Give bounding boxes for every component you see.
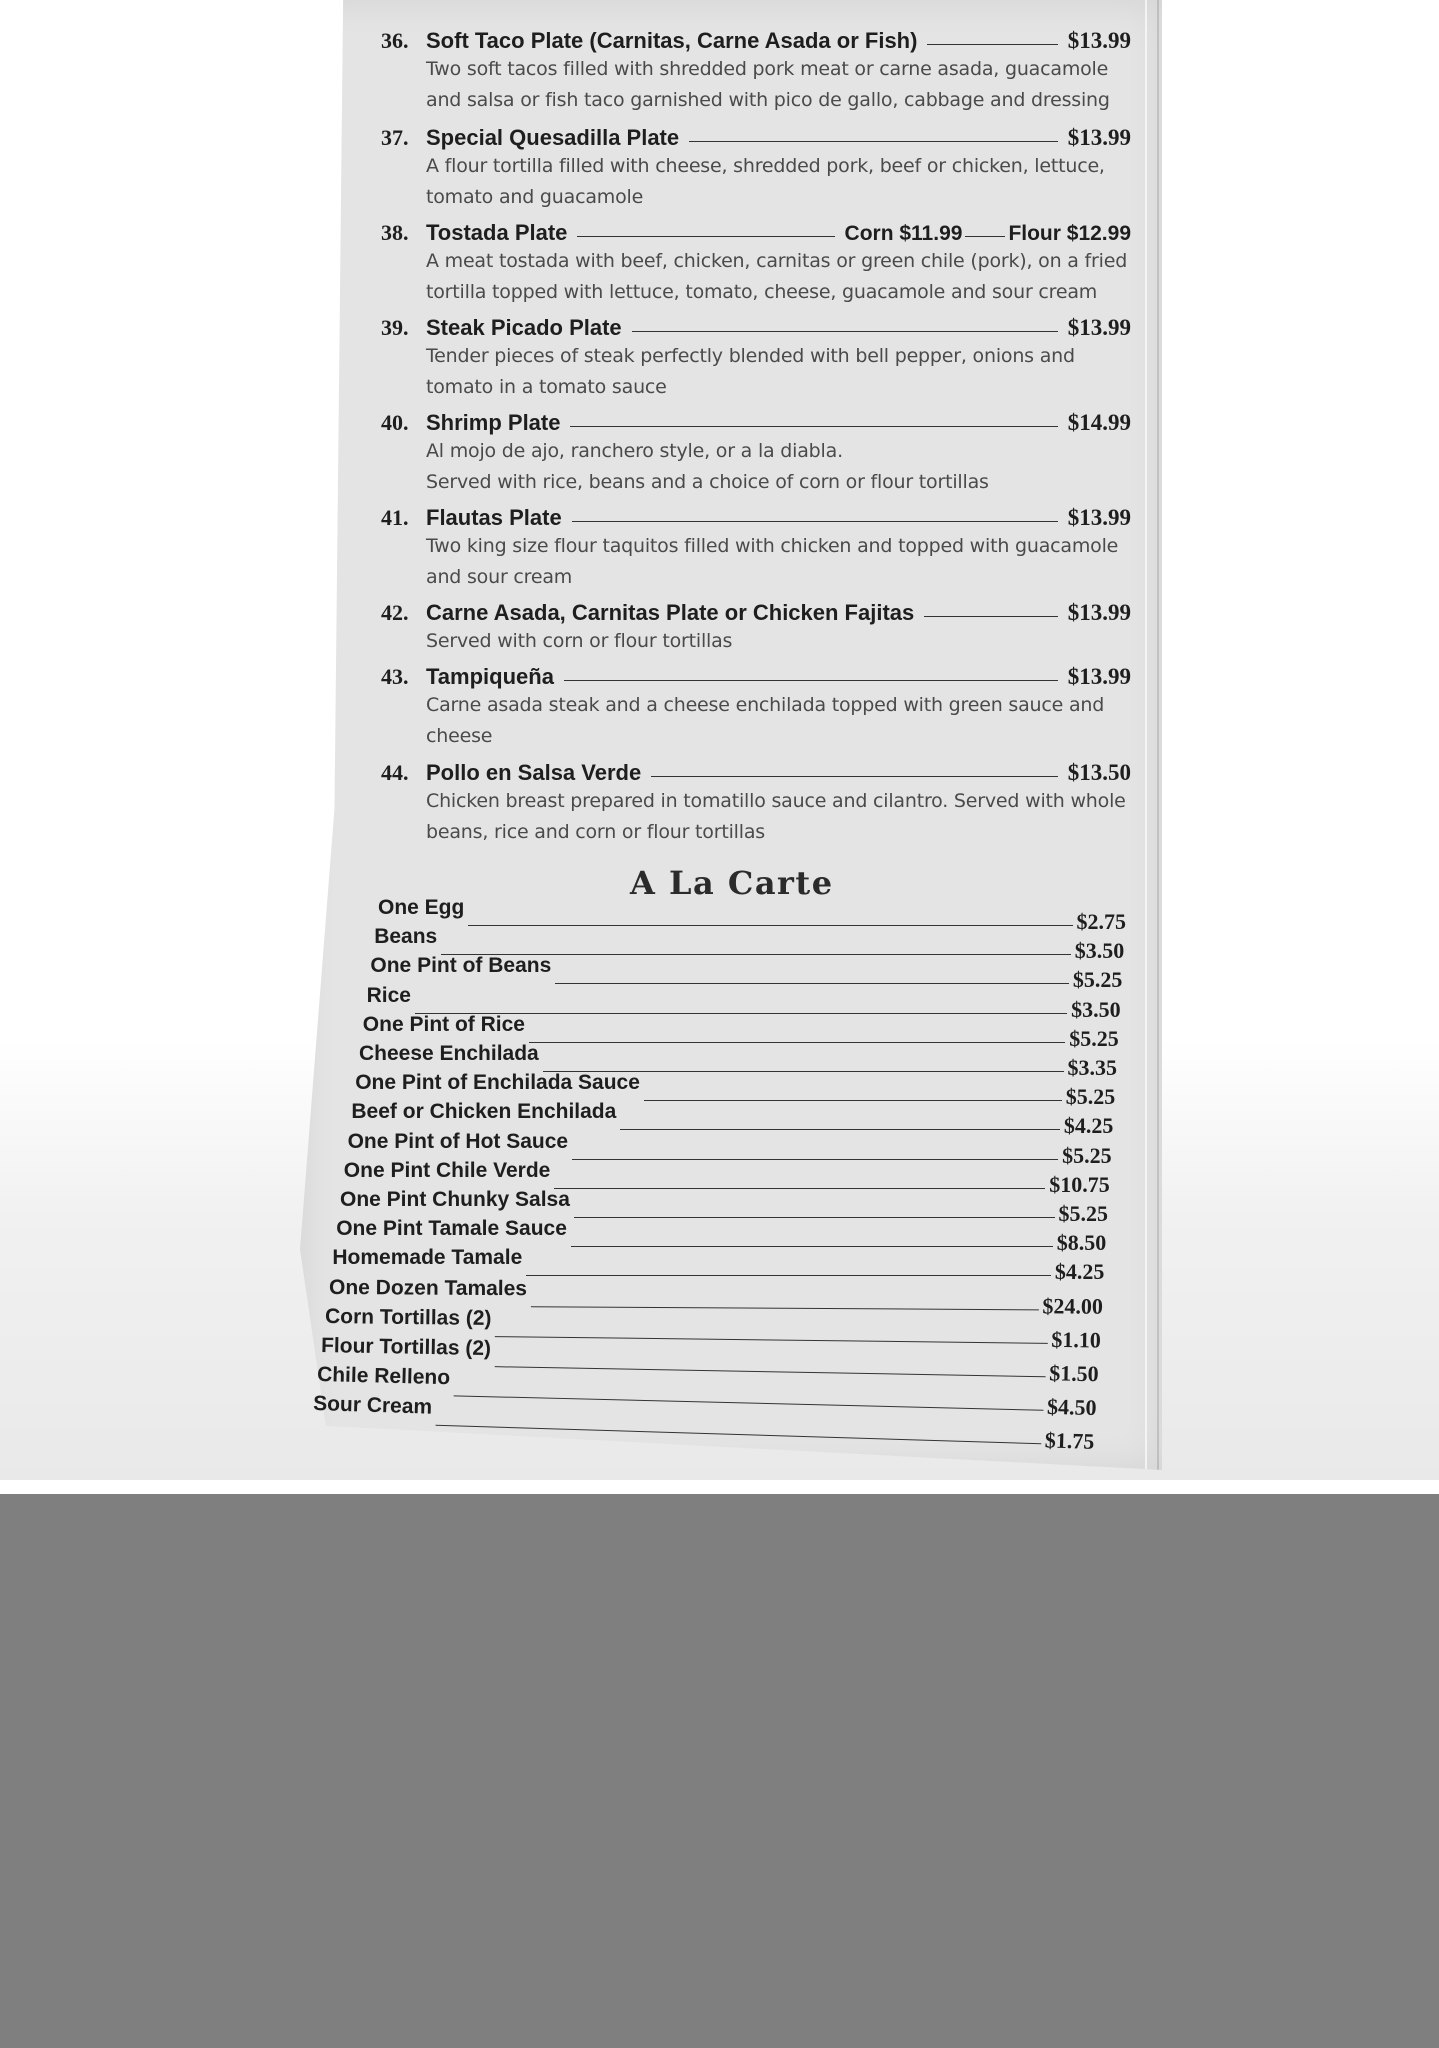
a-la-carte-item-name: Cheese Enchilada [359,1042,539,1065]
item-number: 43. [381,664,409,689]
leader-line [632,331,1058,332]
leader-line [651,776,1058,777]
menu-item-39 [381,315,1131,403]
item-name: Tostada Plate [426,220,568,245]
menu-item-44 [381,760,1131,848]
item-number: 37. [381,125,409,150]
a-la-carte-item-name: One Pint Chunky Salsa [340,1188,570,1211]
a-la-carte-item-name: Flour Tortillas (2) [320,1334,492,1361]
a-la-carte-item-name: Rice [366,983,411,1007]
item-price: $14.99 [1067,410,1131,435]
a-la-carte-item-name: One Pint Chile Verde [343,1158,551,1182]
menu-item-43 [381,664,1131,752]
item-name: Steak Picado Plate [426,315,622,340]
a-la-carte-item [359,1042,1117,1080]
a-la-carte-item-name: Beans [374,925,438,949]
a-la-carte-item-price: $1.10 [1050,1326,1101,1353]
flour-price: Flour $12.99 [1008,222,1131,245]
a-la-carte-item-name: One Pint of Rice [362,1012,525,1036]
leader-line [689,141,1058,142]
a-la-carte-item [343,1158,1110,1197]
item-number: 44. [381,760,409,785]
a-la-carte-item-name: Beef or Chicken Enchilada [351,1100,617,1124]
leader-line [571,1246,1053,1247]
a-la-carte-item-price: $4.25 [1063,1113,1114,1139]
a-la-carte-item-price: $5.25 [1065,1084,1116,1110]
menu-item-36 [381,28,1131,116]
item-number: 39. [381,315,409,340]
leader-line [554,1188,1045,1189]
a-la-carte-item-price: $10.75 [1049,1171,1110,1197]
leader-line [577,236,834,237]
a-la-carte-item-name: One Dozen Tamales [328,1275,527,1300]
a-la-carte-item [332,1246,1105,1285]
a-la-carte-item-price: $24.00 [1041,1292,1103,1319]
item-name: Soft Taco Plate (Carnitas, Carne Asada or Fish) [426,28,918,53]
a-la-carte-item-price: $2.75 [1076,909,1126,934]
a-la-carte-item-price: $8.50 [1056,1230,1107,1256]
a-la-carte-item-price: $3.50 [1074,938,1125,964]
a-la-carte-item-name: One Pint of Hot Sauce [347,1129,569,1153]
a-la-carte-item-price: $3.35 [1067,1055,1117,1080]
a-la-carte-item [351,1100,1114,1139]
a-la-carte-item [378,896,1126,934]
a-la-carte-item-price: $1.75 [1044,1427,1096,1455]
item-name: Shrimp Plate [426,410,561,435]
section-title-a-la-carte: A La Carte [630,864,834,902]
leader-line [644,1100,1062,1101]
item-number: 42. [381,600,409,625]
item-number: 40. [381,410,409,435]
menu-item-37 [381,125,1131,213]
leader-line [555,983,1069,984]
a-la-carte-item-price: $5.25 [1072,967,1123,993]
leader-line [965,236,1005,237]
item-price: $13.50 [1067,760,1131,785]
item-name: Flautas Plate [426,505,562,530]
a-la-carte-item-name: Chile Relleno [317,1363,451,1390]
a-la-carte-item-name: Corn Tortillas (2) [324,1304,492,1330]
item-price: $13.99 [1067,125,1131,150]
a-la-carte-item [355,1071,1116,1110]
item-name: Carne Asada, Carnitas Plate or Chicken Fajitas [426,600,915,625]
leader-line [468,925,1072,926]
a-la-carte-item [366,983,1121,1022]
a-la-carte-item-price: $5.25 [1069,1025,1119,1051]
item-price: $13.99 [1067,600,1131,625]
leader-line [572,1159,1058,1160]
item-number: 41. [381,505,409,530]
leader-line [620,1129,1060,1130]
leader-line [526,1275,1051,1276]
a-la-carte-item-price: $5.25 [1058,1201,1108,1226]
a-la-carte-item-name: One Pint of Enchilada Sauce [355,1071,640,1095]
item-description: Al mojo de ajo, ranchero style, or a la diabla. Served with rice, beans and a choice of corn or flour tortillas [426,440,989,493]
menu-item-41 [381,505,1131,593]
item-description: Carne asada steak and a cheese enchilada topped with green sauce and cheese [426,694,1105,747]
a-la-carte-item-name: One Pint Tamale Sauce [336,1217,567,1241]
menu-item-38 [381,220,1131,308]
item-description: Chicken breast prepared in tomatillo sauce and cilantro. Served with whole beans, rice and corn or flour tortillas [426,790,1126,843]
a-la-carte-item-price: $4.50 [1046,1394,1098,1421]
scanner-background [0,1494,1439,2048]
leader-line [570,426,1057,427]
a-la-carte-item-price: $4.25 [1054,1259,1105,1285]
item-price: $13.99 [1067,664,1131,689]
leader-line [924,616,1057,617]
a-la-carte-item-name: Sour Cream [313,1392,433,1420]
a-la-carte-item [362,1012,1119,1051]
leader-line [572,521,1058,522]
a-la-carte-item-price: $1.50 [1048,1360,1099,1387]
item-description: Two soft tacos filled with shredded pork meat or carne asada, guacamole and salsa or fish taco garnished with pico de gallo, cabbage and dressing [426,58,1110,111]
a-la-carte-item [336,1217,1107,1256]
item-description: Tender pieces of steak perfectly blended with bell pepper, onions and tomato in a tomato sauce [426,345,1075,398]
a-la-carte-item [340,1188,1108,1226]
menu-item-42 [381,600,1131,657]
a-la-carte-item-name: One Egg [378,896,465,919]
menu-item-40 [381,410,1131,498]
item-description: Served with corn or flour tortillas [426,630,733,652]
item-description: A meat tostada with beef, chicken, carnitas or green chile (pork), on a fried tortilla topped with lettuce, tomato, cheese, guacamole and sour cream [426,250,1128,303]
leader-line [529,1042,1065,1043]
item-description: Two king size flour taquitos filled with chicken and topped with guacamole and sour cream [426,535,1119,588]
paper-fold [1145,0,1147,1500]
a-la-carte-item-price: $3.50 [1071,996,1121,1022]
item-name: Tampiqueña [426,664,554,689]
item-name: Special Quesadilla Plate [426,125,680,150]
a-la-carte-item [370,954,1123,993]
a-la-carte-item-name: One Pint of Beans [370,954,552,978]
leader-line [564,680,1058,681]
item-price: $13.99 [1067,315,1131,340]
leader-line [927,44,1057,45]
item-price: $13.99 [1067,505,1131,530]
item-description: A flour tortilla filled with cheese, shredded pork, beef or chicken, lettuce, tomato and guacamole [426,155,1105,208]
item-number: 38. [381,220,409,245]
corn-price: Corn $11.99 [844,222,963,245]
leader-line [574,1217,1055,1218]
item-number: 36. [381,28,409,53]
item-name: Pollo en Salsa Verde [426,760,642,785]
a-la-carte-item [374,925,1125,964]
a-la-carte-item-name: Homemade Tamale [332,1246,523,1270]
a-la-carte-item [347,1129,1112,1168]
paper-fold-shadow [1157,0,1159,1500]
item-price: $13.99 [1067,28,1131,53]
a-la-carte-item-price: $5.25 [1062,1142,1112,1168]
